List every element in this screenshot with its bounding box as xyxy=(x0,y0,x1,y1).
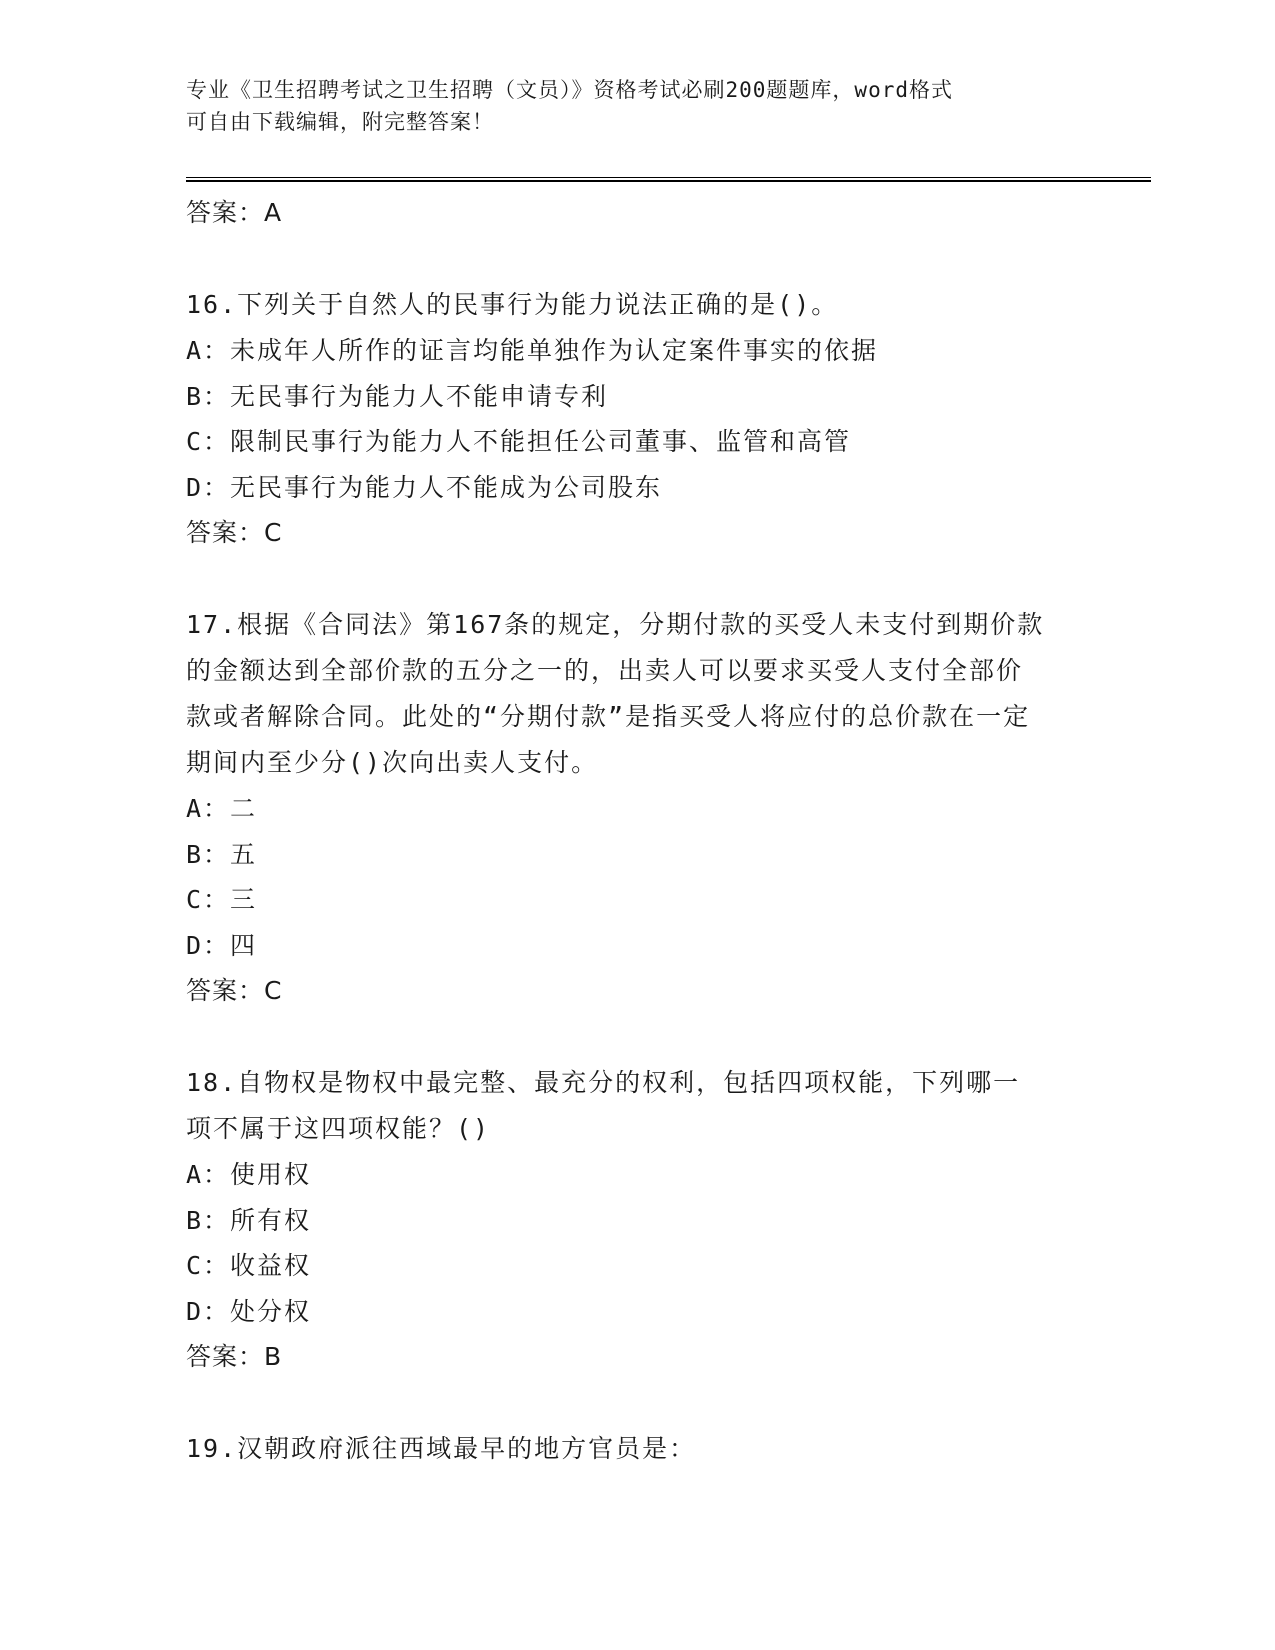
option-b: B：无民事行为能力人不能申请专利 xyxy=(186,381,609,411)
question-stem: 18.自物权是物权中最完整、最充分的权利，包括四项权能，下列哪一项不属于这四项权能？() xyxy=(186,1068,1021,1143)
option-b: B：所有权 xyxy=(186,1205,312,1235)
header-divider-thin xyxy=(186,177,1151,178)
question-stem: 17.根据《合同法》第167条的规定，分期付款的买受人未支付到期价款的金额达到全部价款的五分之一的，出卖人可以要求买受人支付全部价款或者解除合同。此处的“分期付款”是指买受人将应付的总价款在一定期间内至少分()次向出卖人支付。 xyxy=(186,610,1045,777)
option-d: D：四 xyxy=(186,930,258,960)
answer: 答案：C xyxy=(186,976,283,1005)
document-header xyxy=(186,74,1066,138)
question-17 xyxy=(186,602,1086,1014)
option-b: B：五 xyxy=(186,839,258,869)
question-stem: 16.下列关于自然人的民事行为能力说法正确的是()。 xyxy=(186,290,839,319)
option-c: C：三 xyxy=(186,885,258,914)
option-d: D：处分权 xyxy=(186,1296,312,1326)
answer: 答案：C xyxy=(186,518,283,547)
question-stem: 19.汉朝政府派往西域最早的地方官员是： xyxy=(186,1434,697,1463)
question-18 xyxy=(186,1060,1086,1380)
option-a: A：未成年人所作的证言均能单独作为认定案件事实的依据 xyxy=(186,336,879,365)
header-line-2: 可自由下载编辑，附完整答案！ xyxy=(186,110,494,134)
option-a: A：二 xyxy=(186,794,258,823)
option-c: C：收益权 xyxy=(186,1251,312,1280)
question-list xyxy=(186,190,1086,1472)
header-divider-thick xyxy=(186,180,1151,182)
previous-answer: 答案：A xyxy=(186,198,283,227)
answer: 答案：B xyxy=(186,1342,283,1371)
question-19 xyxy=(186,1426,1086,1472)
header-line-1: 专业《卫生招聘考试之卫生招聘（文员）》资格考试必刷200题题库，word格式 xyxy=(186,78,953,102)
question-16 xyxy=(186,282,1086,556)
option-c: C：限制民事行为能力人不能担任公司董事、监管和高管 xyxy=(186,427,852,456)
option-a: A：使用权 xyxy=(186,1160,312,1189)
option-d: D：无民事行为能力人不能成为公司股东 xyxy=(186,472,663,502)
